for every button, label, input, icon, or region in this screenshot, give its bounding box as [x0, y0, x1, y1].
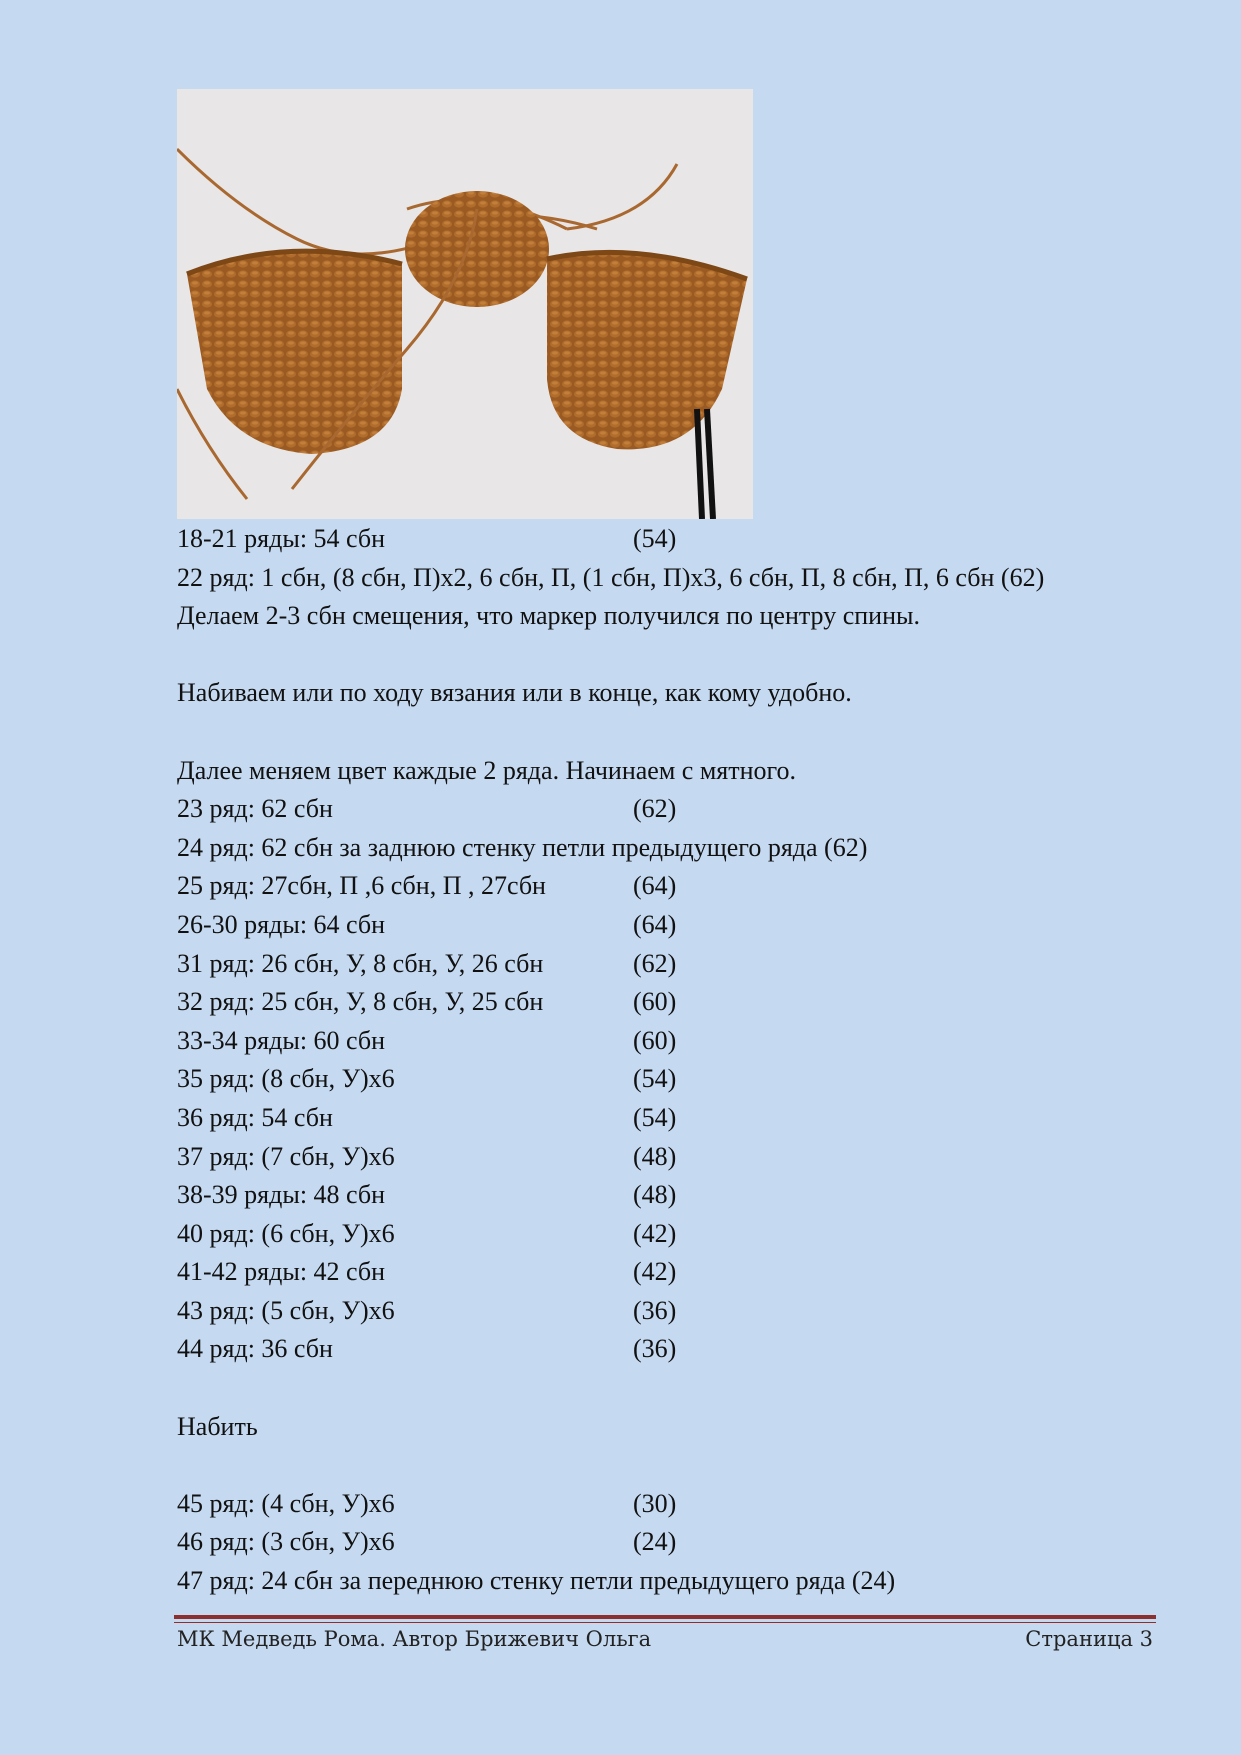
note-stuffing: Набиваем или по ходу вязания или в конце, как кому удобно. [177, 678, 852, 708]
pattern-row: 41-42 ряды: 42 сбн (42) [177, 1257, 677, 1287]
pattern-row: 18-21 ряды: 54 сбн (54) [177, 524, 677, 553]
note-color-change: Далее меняем цвет каждые 2 ряда. Начинаем с мятного. [177, 755, 797, 785]
pattern-row: 37 ряд: (7 сбн, У)х6 (48) [177, 1141, 677, 1171]
note-fill: Набить [177, 1411, 258, 1441]
pattern-row: 25 ряд: 27сбн, П ,6 сбн, П , 27сбн (64) [177, 871, 677, 901]
pattern-text [177, 520, 1157, 1601]
page-number: Страница 3 [1025, 1627, 1153, 1651]
pattern-row: 26-30 ряды: 64 сбн (64) [177, 909, 677, 939]
pattern-row: 46 ряд: (3 сбн, У)х6 (24) [177, 1527, 677, 1557]
footer-divider [174, 1615, 1156, 1623]
crochet-photo [177, 89, 753, 519]
pattern-row: 40 ряд: (6 сбн, У)х6 (42) [177, 1218, 677, 1248]
pattern-row: 23 ряд: 62 сбн (62) [177, 794, 677, 824]
pattern-row: 44 ряд: 36 сбн (36) [177, 1334, 677, 1364]
pattern-row-47: 47 ряд: 24 сбн за переднюю стенку петли предыдущего ряда (24) [177, 1566, 896, 1596]
pattern-row: 33-34 ряды: 60 сбн (60) [177, 1025, 677, 1055]
pattern-row: 35 ряд: (8 сбн, У)х6 (54) [177, 1064, 677, 1094]
pattern-row: 43 ряд: (5 сбн, У)х6 (36) [177, 1295, 677, 1325]
pattern-row: 45 ряд: (4 сбн, У)х6 (30) [177, 1488, 677, 1518]
pattern-row-22: 22 ряд: 1 сбн, (8 сбн, П)х2, 6 сбн, П, (1 сбн, П)х3, 6 сбн, П, 8 сбн, П, 6 сбн (62) [177, 562, 1045, 592]
footer-title: МК Медведь Рома. Автор Брижевич Ольга [177, 1627, 652, 1651]
pattern-row: 36 ряд: 54 сбн (54) [177, 1102, 677, 1132]
pattern-row: 31 ряд: 26 сбн, У, 8 сбн, У, 26 сбн (62) [177, 948, 677, 978]
pattern-row: 32 ряд: 25 сбн, У, 8 сбн, У, 25 сбн (60) [177, 987, 677, 1017]
note-shift: Делаем 2-3 сбн смещения, что маркер получился по центру спины. [177, 601, 920, 631]
pattern-row: 38-39 ряды: 48 сбн (48) [177, 1180, 677, 1210]
pattern-row-24: 24 ряд: 62 сбн за заднюю стенку петли предыдущего ряда (62) [177, 832, 868, 862]
